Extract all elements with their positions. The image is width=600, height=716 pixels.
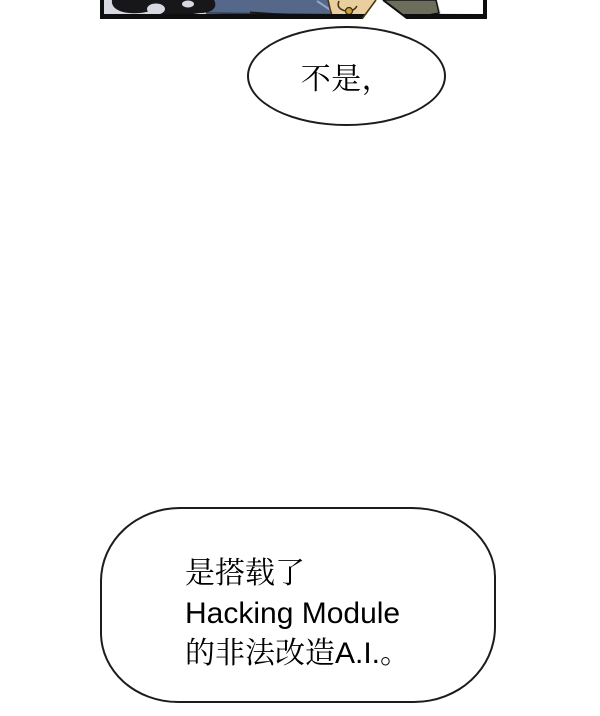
panel-white-corner bbox=[437, 0, 483, 14]
panel-border-left bbox=[100, 0, 104, 19]
comic-panel bbox=[100, 0, 487, 19]
panel-border-bottom bbox=[100, 14, 487, 19]
speech-bubble-top bbox=[247, 26, 446, 126]
earring-icon bbox=[346, 8, 353, 15]
hair-curl-gap bbox=[147, 4, 165, 15]
panel-border-right bbox=[483, 0, 487, 19]
speech-line-3: 的非法改造A.I.。 bbox=[185, 637, 411, 670]
speech-bubble-bottom bbox=[100, 507, 496, 703]
speech-bubble-top-text: 不是， bbox=[300, 63, 393, 96]
speech-line-2: Hacking Module bbox=[185, 597, 401, 630]
hair-curl-gap-2 bbox=[182, 1, 194, 8]
speech-line-1: 是搭载了 bbox=[185, 557, 305, 590]
speech-bubble-bottom-text bbox=[185, 554, 410, 674]
